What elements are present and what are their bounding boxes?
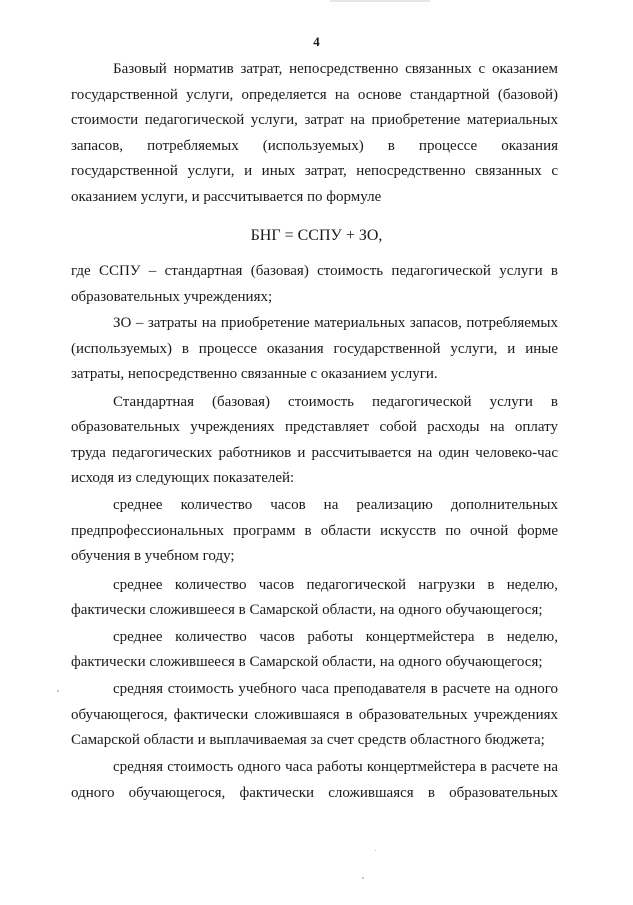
paragraph-line: средняя стоимость одного часа работы концертмейстера в расчете на — [113, 759, 558, 775]
paragraph-line: (используемых) в процессе оказания государственной услуги, и иные — [71, 341, 558, 357]
paragraph-line: Базовый норматив затрат, непосредственно связанных с оказанием — [113, 61, 558, 77]
paragraph-line: ЗО – затраты на приобретение материальных запасов, потребляемых — [113, 315, 558, 331]
paragraph-line: где ССПУ – стандартная (базовая) стоимость педагогической услуги в — [71, 263, 558, 279]
scan-artifact — [330, 0, 430, 2]
paragraph-line: стоимости педагогической услуги, затрат на приобретение материальных — [71, 112, 558, 128]
paragraph-line: государственной услуги, определяется на основе стандартной (базовой) — [71, 87, 558, 103]
paragraph-line: Самарской области и выплачиваемая за счет средств областного бюджета; — [71, 732, 545, 748]
paragraph-line: Стандартная (базовая) стоимость педагогической услуги в — [113, 394, 558, 410]
paragraph-line: образовательных учреждениях; — [71, 289, 273, 305]
paragraph-line: труда педагогических работников и рассчитывается на один человеко-час — [71, 445, 558, 461]
paragraph-line: одного обучающегося, фактически сложившаяся в образовательных — [71, 785, 558, 801]
scan-artifact — [362, 877, 364, 879]
paragraph-line: оказанием услуги, и рассчитывается по формуле — [71, 189, 382, 205]
paragraph-line: предпрофессиональных программ в области искусств по очной форме — [71, 523, 558, 539]
scan-artifact — [375, 850, 376, 851]
paragraph-line: среднее количество часов работы концертмейстера в неделю, — [113, 629, 558, 645]
formula: БНГ = ССПУ + ЗО, — [250, 227, 383, 244]
page-number: 4 — [313, 34, 320, 49]
paragraph-line: обучающегося, фактически сложившаяся в образовательных учреждениях — [71, 707, 558, 723]
paragraph-line: исходя из следующих показателей: — [71, 470, 295, 486]
paragraph-line: обучения в учебном году; — [71, 548, 235, 564]
paragraph-line: государственной услуги, и иных затрат, непосредственно связанных с — [71, 163, 558, 179]
paragraph-line: образовательных учреждениях представляет собой расходы на оплату — [71, 419, 558, 435]
paragraph-line: затраты, непосредственно связанные с оказанием услуги. — [71, 366, 438, 382]
paragraph-line: среднее количество часов на реализацию дополнительных — [113, 497, 558, 513]
paragraph-line: средняя стоимость учебного часа преподавателя в расчете на одного — [113, 681, 558, 697]
paragraph-line: фактически сложившееся в Самарской области, на одного обучающегося; — [71, 654, 543, 670]
scan-artifact — [57, 690, 59, 692]
paragraph-line: фактически сложившееся в Самарской области, на одного обучающегося; — [71, 602, 543, 618]
paragraph-line: среднее количество часов педагогической нагрузки в неделю, — [113, 577, 558, 593]
paragraph-line: запасов, потребляемых (используемых) в процессе оказания — [71, 138, 558, 154]
